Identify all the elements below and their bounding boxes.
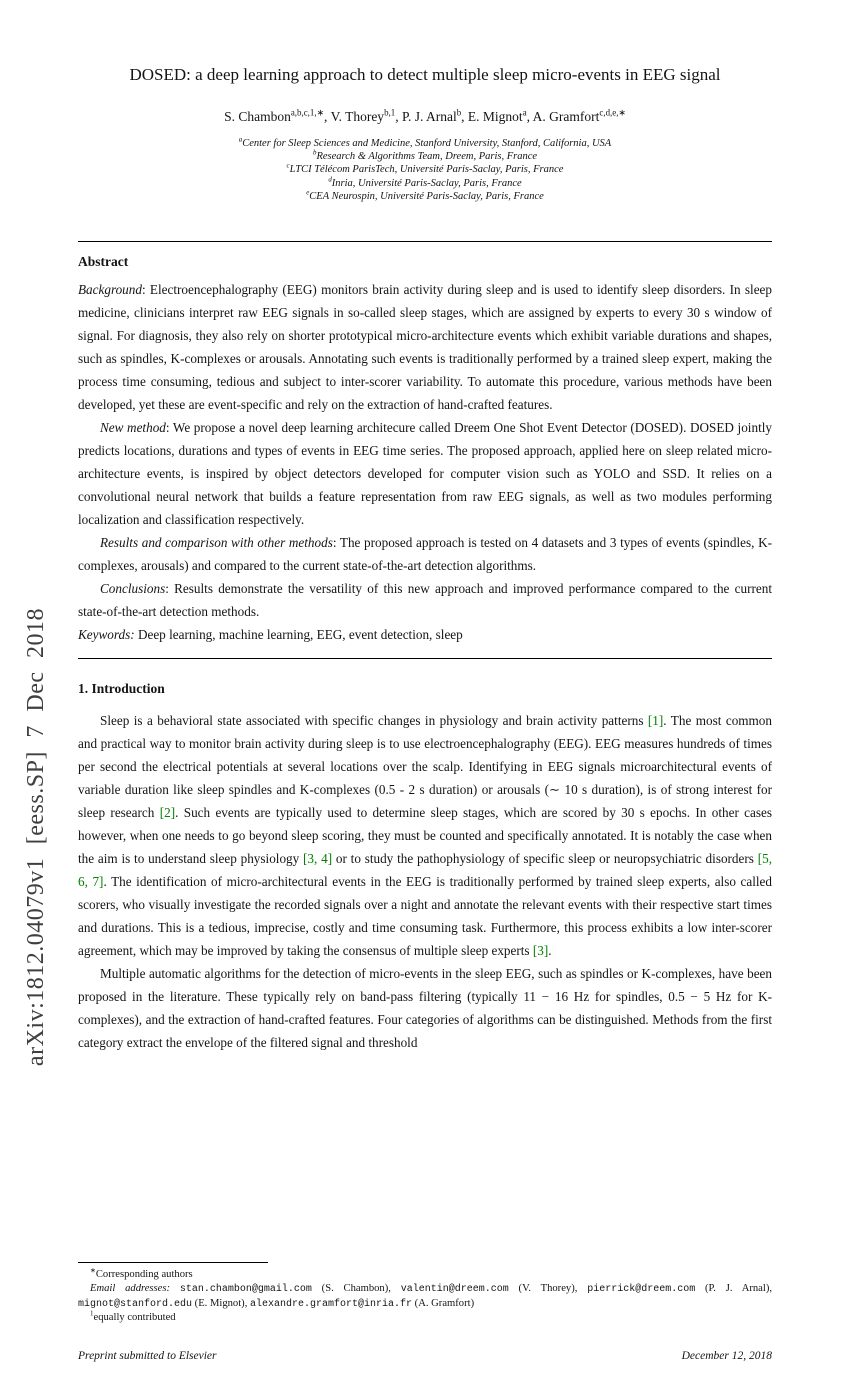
text-segment: . The most common and practical way to monitor brain activity during sleep is to use electroencephalography (EEG). EEG measures hundreds of times per second the electrical potentials at several locations over the scalp. Identifying in EEG signals microarchitectural events of variable duration like sleep spindles and K-complexes (0.5 - 2 s duration) or arousals (∼ 10 s duration), is of strong interest for sleep research: [78, 713, 772, 821]
affiliation-mark: b: [312, 149, 317, 157]
paragraph-lead: Results and comparison with other methods: [100, 535, 333, 551]
author: [533, 109, 626, 124]
keywords-text: Deep learning, machine learning, EEG, event detection, sleep: [137, 627, 463, 643]
author-name: A. Gramfort: [532, 109, 600, 124]
intro-paragraph-1: [78, 709, 772, 962]
section-heading-introduction: 1. Introduction: [78, 681, 165, 697]
text-segment: .: [548, 943, 552, 959]
footnote-mark-star: ∗: [90, 1266, 96, 1275]
email-link[interactable]: valentin@dreem.com: [400, 1283, 509, 1295]
email-link[interactable]: mignot@stanford.edu: [78, 1298, 193, 1310]
affiliation-list: [78, 137, 772, 203]
citation-link[interactable]: [2]: [159, 805, 176, 821]
footnote-rule: [78, 1262, 268, 1263]
affiliation-text: LTCI Télécom ParisTech, Université Paris-Saclay, Paris, France: [289, 164, 564, 176]
author: [468, 109, 533, 124]
paragraph-text: : Electroencephalography (EEG) monitors brain activity during sleep and is used to identify sleep disorders. In sleep medicine, clinicians interpret raw EEG signals in so-called sleep stages, which are assigned by experts to every 30 s window of signal. For diagnosis, they also rely on shorter prototypical micro-architecture events which exhibit variable durations and shapes, such as spindles, K-complexes or arousals. Annotating such events is traditionally performed by a trained sleep expert, making the process time consuming, tedious and subject to inter-scorer variability. To automate this procedure, various methods have been developed, yet these are event-specific and rely on the extraction of hand-crafted features.: [78, 282, 772, 413]
email-link[interactable]: pierrick@dreem.com: [587, 1283, 696, 1295]
date-stamp: December 12, 2018: [681, 1350, 772, 1362]
email-addresses-footnote: [78, 1282, 772, 1312]
author-separator: ,: [461, 109, 468, 124]
abstract-heading: Abstract: [78, 254, 129, 270]
equal-contribution-footnote: [78, 1311, 772, 1325]
author-affiliation-marks: a: [522, 107, 527, 118]
paragraph-text: : We propose a novel deep learning architecure called Dreem One Shot Event Detector (DOSED). DOSED jointly predicts locations, durations and types of events in EEG time series. The proposed approach, applied here on sleep related micro-architecture events, is inspired by object detectors developed for computer vision such as YOLO and SSD. It relies on a convolutional neural network that builds a feature representation from raw EEG signals, as well as two modules performing localization and classification respectively.: [78, 420, 772, 528]
author-separator: ,: [324, 109, 331, 124]
author-name: E. Mignot: [467, 109, 523, 124]
text-segment: or to study the pathophysiology of specific sleep or neuropsychiatric disorders: [332, 851, 758, 867]
abstract-body: [78, 278, 772, 623]
affiliation: [78, 150, 772, 163]
paragraph-text: : The proposed approach is tested on 4 datasets and 3 types of events (spindles, K-complexes, arousals) and compared to the current state-of-the-art detection algorithms.: [78, 535, 772, 574]
text-segment: (A. Gramfort): [412, 1297, 475, 1309]
citation-link[interactable]: [5, 6, 7]: [78, 851, 772, 890]
paragraph-lead: Background: [78, 282, 142, 298]
footnote-block: [78, 1262, 772, 1325]
paragraph-lead: New method: [100, 420, 166, 436]
arxiv-sidebar-stamp: arXiv:1812.04079v1 [eess.SP] 7 Dec 2018: [23, 607, 49, 1067]
paragraph-lead: Conclusions: [100, 581, 166, 597]
footnote-mark-1: 1: [90, 1309, 94, 1318]
text-segment: Email addresses:: [90, 1282, 180, 1294]
paper-content: [78, 0, 772, 1054]
author: [402, 109, 468, 124]
author: [224, 109, 330, 124]
author-affiliation-marks: c,d,e,∗: [599, 107, 626, 118]
corresponding-authors-footnote: [78, 1268, 772, 1282]
footnote-text: Corresponding authors: [95, 1269, 193, 1280]
citation-link[interactable]: [1]: [647, 713, 664, 729]
abstract-paragraph: [78, 416, 772, 531]
keywords-label: Keywords:: [78, 627, 135, 643]
affiliation: [78, 190, 772, 203]
affiliation: [78, 163, 772, 176]
abstract-paragraph: [78, 278, 772, 416]
author-affiliation-marks: b: [456, 107, 462, 118]
affiliation-text: Center for Sleep Sciences and Medicine, Stanford University, Stanford, California, USA: [242, 138, 612, 149]
text-segment: (V. Thorey),: [508, 1282, 588, 1294]
intro-paragraph-2: [78, 962, 772, 1054]
abstract-top-rule: [78, 241, 772, 242]
affiliation-mark: c: [286, 162, 290, 170]
affiliation-text: CEA Neurospin, Université Paris-Saclay, Paris, France: [309, 190, 544, 202]
affiliation-text: Research & Algorithms Team, Dreem, Paris, France: [316, 151, 538, 163]
text-segment: Multiple automatic algorithms for the detection of micro-events in the sleep EEG, such as spindles or K-complexes, have been proposed in the literature. These typically rely on band-pass filtering (typically 11 − 16 Hz for spindles, 0.5 − 5 Hz for K-complexes), and the extraction of hand-crafted features. Four categories of algorithms can be distinguished. Methods from the first category extract the envelope of the filtered signal and threshold: [78, 966, 772, 1051]
author-separator: ,: [395, 109, 402, 124]
text-segment: . Such events are typically used to determine sleep stages, which are scored by 30 s epochs. In other cases however, when one needs to go beyond sleep scoring, they must be counted and specifically annotated. It is notably the case when the aim is to understand sleep physiology: [78, 805, 772, 867]
text-segment: Sleep is a behavioral state associated with specific changes in physiology and brain activity patterns: [100, 713, 648, 729]
email-link[interactable]: stan.chambon@gmail.com: [179, 1283, 312, 1295]
author-line: [78, 109, 772, 125]
text-segment: . The identification of micro-architectural events in the EEG is traditionally performed by trained sleep experts, also called scorers, who visually investigate the recorded signals over a night and annotate the relevant events with their respective start times and durations. This is a tedious, imprecise, costly and time consuming task. Furthermore, this process exhibits a low inter-scorer agreement, which may be improved by taking the consensus of multiple sleep experts: [78, 874, 772, 959]
author-affiliation-marks: a,b,c,1,∗: [290, 107, 325, 118]
author-name: P. J. Arnal: [401, 109, 457, 124]
affiliation-mark: d: [328, 176, 332, 184]
author-name: S. Chambon: [224, 109, 291, 124]
email-link[interactable]: alexandre.gramfort@inria.fr: [250, 1298, 413, 1310]
author-affiliation-marks: b,1: [384, 107, 396, 118]
abstract-paragraph: [78, 577, 772, 623]
keywords-line: [78, 623, 772, 646]
text-segment: (S. Chambon),: [311, 1282, 401, 1294]
paper-title: DOSED: a deep learning approach to detect multiple sleep micro-events in EEG signal: [129, 65, 721, 84]
affiliation: [78, 177, 772, 190]
paragraph-text: : Results demonstrate the versatility of this new approach and improved performance compared to the current state-of-the-art detection methods.: [78, 581, 772, 620]
author: [331, 109, 402, 124]
preprint-notice: Preprint submitted to Elsevier: [78, 1350, 217, 1362]
footnote-text: equally contributed: [93, 1312, 176, 1324]
abstract-bottom-rule: [78, 658, 772, 659]
affiliation-text: Inria, Université Paris-Saclay, Paris, France: [331, 177, 522, 189]
citation-link[interactable]: [3]: [532, 943, 549, 959]
text-segment: (E. Mignot),: [192, 1297, 250, 1309]
citation-link[interactable]: [3, 4]: [303, 851, 333, 867]
page-footer: [78, 1350, 772, 1362]
abstract-paragraph: [78, 531, 772, 577]
affiliation-mark: e: [306, 189, 310, 197]
affiliation-mark: a: [238, 136, 243, 144]
text-segment: (P. J. Arnal),: [695, 1282, 772, 1294]
author-name: V. Thorey: [330, 109, 385, 124]
author-separator: ,: [526, 109, 533, 124]
affiliation: [78, 137, 772, 150]
